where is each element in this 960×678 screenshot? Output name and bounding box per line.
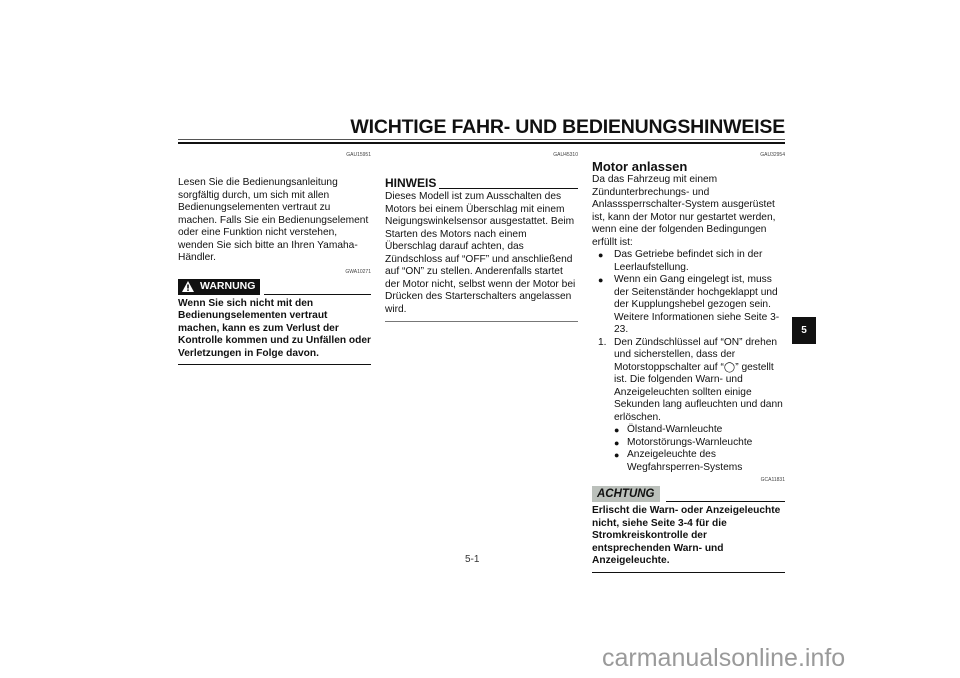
intro-paragraph: Da das Fahrzeug mit einem Zündunterbrechungs- und Anlasssperrschalter-System ausgerüstet ist, kann der Motor nur gestartet werden, wenn eine der folgenden Bedingungen erfüllt ist: [592,174,776,248]
bullet-icon: ● [614,425,620,435]
note-end-rule [385,321,578,322]
section-code: GAU15951 [346,152,371,158]
condition-item: ● Wenn ein Gang eingelegt ist, muss der Seitenständer hochgeklappt und der Kupplungshebel gezogen sein. Weitere Informationen siehe Seite 3-23. [592,274,785,337]
warning-text: Wenn Sie sich nicht mit den Bedienungselementen vertraut machen, kann es zum Verlust der Kontrolle kommen und zu Unfällen oder Verletzungen in Folge davon. [178,297,372,359]
warning-label: WARNUNG [200,280,256,293]
left-column [178,150,371,365]
section-code: GAU45310 [553,152,578,158]
caution-code: GCA11831 [760,477,785,483]
caution-end-rule [592,572,785,573]
caution-header [592,486,785,502]
warning-code: GWA10271 [345,268,371,275]
middle-column [385,150,578,322]
step-item [592,337,785,425]
light-item: ● Motorstörungs-Warnleuchte [614,436,753,448]
caution-text: Erlischt die Warn- oder Anzeigeleuchte nicht, siehe Seite 3-4 für die Stromkreiskontrolle der entsprechenden Warn- und Anzeigeleuchte. [592,505,781,566]
section-title: Motor anlassen [592,159,688,174]
note-header [385,177,578,190]
note-header-rule [439,188,578,189]
step-number: 1. [598,336,607,348]
chapter-tab: 5 [792,317,816,344]
page-title: WICHTIGE FAHR- UND BEDIENUNGSHINWEISE [350,116,785,138]
section-code: GAU32954 [760,152,785,158]
note-label: HINWEIS [385,176,437,190]
warning-header-rule [264,294,371,295]
caution-label: ACHTUNG [592,486,660,502]
note-text: Dieses Modell ist zum Ausschalten des Motors bei einem Überschlag mit einem Neigungswinkelsensor ausgestattet. Beim Starten des Motors nach einem Überschlag darauf achten, das Zündschloss auf “OFF” und anschließend auf “ON” zu stellen. Anderenfalls startet der Motor nicht, selbst wenn der Motor bei Drücken des Starterschalters angelassen wird. [385,191,576,315]
right-column [592,150,785,573]
condition-item: ● Das Getriebe befindet sich in der Leerlaufstellung. [592,249,785,274]
bullet-icon: ● [614,450,620,460]
intro-paragraph: Lesen Sie die Bedienungsanleitung sorgfältig durch, um sich mit allen Bedienungselementen vertraut zu machen. Falls Sie ein Bedienungselement oder eine Funktion nicht verstehen, wenden Sie sich bitte an Ihren Yamaha-Händler. [178,177,369,263]
caution-header-rule [666,501,786,502]
warning-end-rule [178,364,371,365]
warning-triangle-icon [182,281,194,292]
light-item: ● Anzeigeleuchte des Wegfahrsperren-Systems [614,449,743,473]
warning-header [178,279,371,295]
bullet-icon: ● [598,250,604,260]
page-number: 5-1 [465,554,480,565]
light-item: ● Ölstand-Warnleuchte [614,424,723,435]
watermark: carmanualsonline.info [602,644,846,672]
step-text: Den Zündschlüssel auf “ON” drehen und sicherstellen, dass der Motorstoppschalter auf “◯” gestellt ist. Die folgenden Warn- und Anzeigeleuchten sollten einige Sekunden lang aufleuchten und dann erlöschen. [614,336,783,423]
bullet-icon: ● [614,437,620,448]
warning-badge [178,279,260,295]
bullet-icon: ● [598,275,604,285]
title-double-rule [178,139,785,144]
